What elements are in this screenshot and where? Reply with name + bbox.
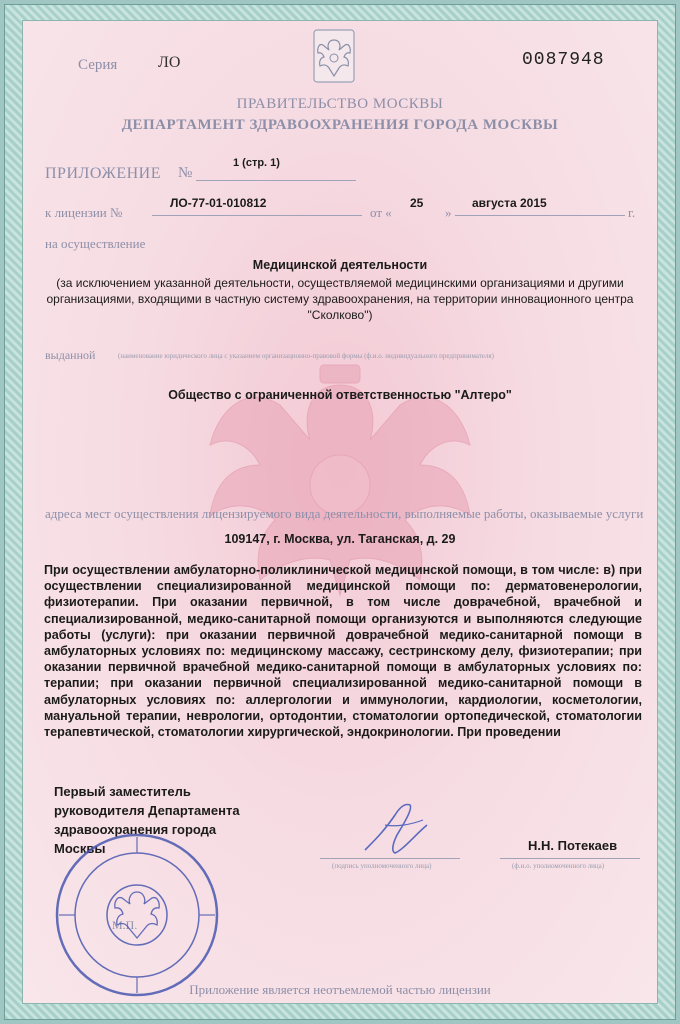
license-year-suffix: г. bbox=[628, 205, 636, 220]
license-close-quote: » bbox=[445, 205, 452, 220]
appendix-number-value: 1 (стр. 1) bbox=[233, 157, 280, 169]
address-value: 109147, г. Москва, ул. Таганская, д. 29 bbox=[224, 532, 456, 546]
series-value: ЛО bbox=[158, 54, 181, 71]
license-month-year: августа 2015 bbox=[472, 196, 547, 210]
issued-label: выданной bbox=[45, 348, 96, 362]
coat-of-arms-icon bbox=[312, 28, 356, 84]
blank-number: 0087948 bbox=[522, 50, 605, 70]
handwritten-signature-icon bbox=[355, 795, 435, 865]
signer-name: Н.Н. Потекаев bbox=[528, 838, 618, 853]
appendix-label: ПРИЛОЖЕНИЕ bbox=[45, 165, 162, 182]
services-text: При осуществлении амбулаторно-поликлинической медицинской помощи, в том числе: в) при осуществлении специализированной медицинской помощи по: дерматовенерологии, физиотерапии. При оказании первичной, в том числе доврачебной, врачебной и специализированной, медико-санитарной помощи организуются и выполняются следующие работы (услуги): при оказании первичной доврачебной медико-санитарной помощи в амбулаторных условиях по: медицинскому массажу, сестринскому делу, физиотерапии; при оказании первичной врачебной медико-санитарной помощи в амбулаторных условиях по: терапии; при оказании первичной специализированной медико-санитарной помощи в амбулаторных условиях по: аллергологии и иммунологии, кардиологии, косметологии, мануальной терапии, неврологии, ортодонтии, стоматологии ортопедической, стоматологии терапевтической, стоматологии хирургической, эндокринологии. При проведении bbox=[44, 563, 642, 740]
organization-name: Общество с ограниченной ответственностью "Алтеро" bbox=[168, 388, 512, 402]
name-caption: (ф.и.о. уполномоченного лица) bbox=[512, 862, 605, 870]
license-prefix: к лицензии № bbox=[45, 205, 123, 220]
appendix-number-sign: № bbox=[178, 165, 193, 181]
position-line-2: руководителя Департамента bbox=[54, 803, 240, 818]
official-seal-stamp-icon bbox=[52, 830, 222, 1000]
position-line-4: Москвы bbox=[54, 841, 106, 856]
license-from-label: от « bbox=[370, 205, 392, 220]
position-line-1: Первый заместитель bbox=[54, 784, 191, 799]
license-day: 25 bbox=[410, 196, 424, 210]
signature-caption: (подпись уполномоченного лица) bbox=[332, 862, 432, 870]
activity-label: на осуществление bbox=[45, 236, 146, 251]
activity-description: (за исключением указанной деятельности, осуществляемой медицинскими организациями и другими организациями, входящими в частную систему здравоохранения, на территории инновационного центра "Сколково") bbox=[46, 276, 634, 322]
org-title-line2: ДЕПАРТАМЕНТ ЗДРАВООХРАНЕНИЯ ГОРОДА МОСКВЫ bbox=[121, 117, 559, 133]
position-line-3: здравоохранения города bbox=[54, 822, 217, 837]
address-label: адреса мест осуществления лицензируемого вида деятельности, выполняемые работы, оказываемые услуги bbox=[45, 506, 644, 521]
license-number: ЛО-77-01-010812 bbox=[170, 196, 267, 210]
footer-note: Приложение является неотъемлемой частью лицензии bbox=[189, 982, 491, 997]
series-label: Серия bbox=[78, 57, 118, 73]
mp-label: М.П. bbox=[112, 918, 138, 932]
activity-title: Медицинской деятельности bbox=[252, 258, 428, 272]
org-title-line1: ПРАВИТЕЛЬСТВО МОСКВЫ bbox=[236, 96, 444, 112]
issued-hint: (наименование юридического лица с указанием организационно-правовой формы (ф.и.о. индивидуального предпринимателя) bbox=[118, 352, 494, 360]
